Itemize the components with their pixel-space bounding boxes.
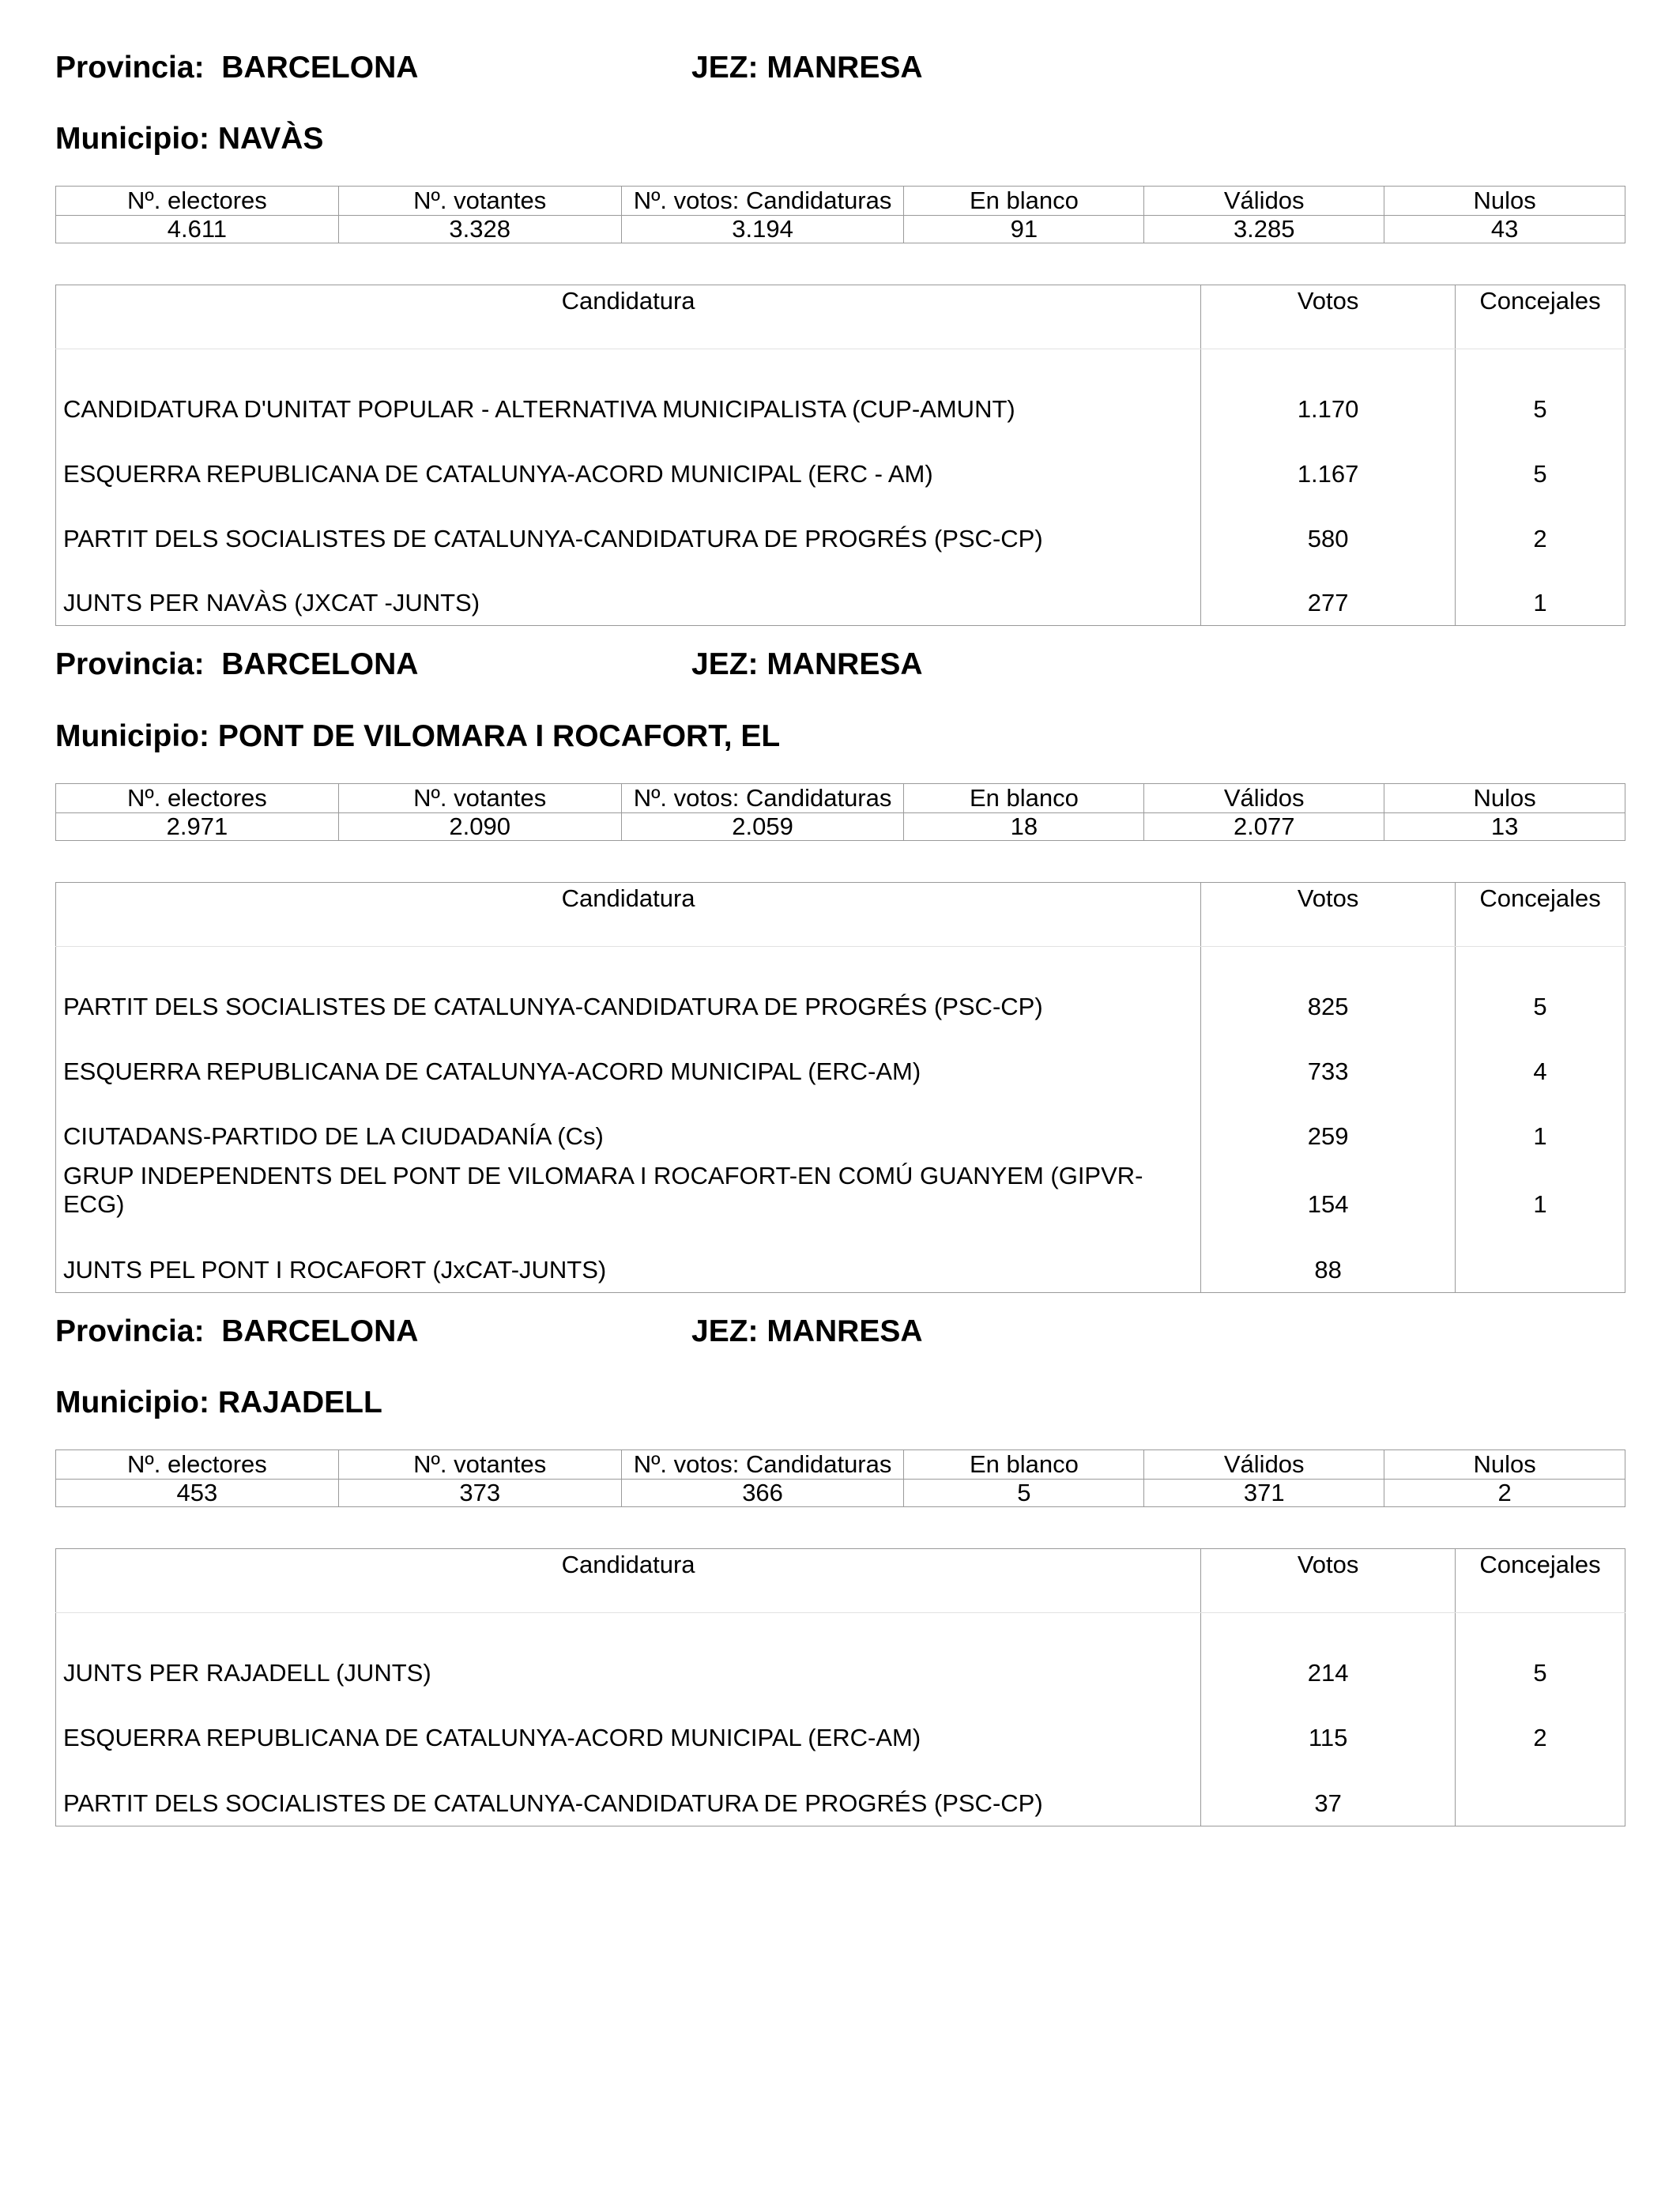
candidatura-name: CIUTADANS-PARTIDO DE LA CIUDADANÍA (Cs) (56, 1094, 1201, 1159)
header-concejales: Concejales (1456, 285, 1625, 349)
provincia-label: Provincia: (55, 1314, 205, 1348)
summary-table (55, 783, 1625, 841)
header-votos: Votos (1201, 1549, 1456, 1613)
provincia-heading (55, 51, 418, 85)
jez-value: MANRESA (767, 51, 923, 85)
candidatura-concejales: 5 (1456, 1613, 1625, 1695)
provincia-label: Provincia: (55, 647, 205, 681)
jez-label: JEZ: (691, 1314, 759, 1348)
candidaturas-header-row (56, 285, 1625, 349)
summary-header-row (56, 1450, 1625, 1480)
table-row (56, 1760, 1625, 1826)
candidatura-name: JUNTS PEL PONT I ROCAFORT (JxCAT-JUNTS) (56, 1227, 1201, 1293)
summary-electores: 2.971 (56, 813, 339, 841)
jez-heading (691, 51, 923, 85)
candidatura-votos: 1.167 (1201, 432, 1456, 496)
summary-header-votos-candidaturas: Nº. votos: Candidaturas (621, 784, 904, 813)
summary-header-electores: Nº. electores (56, 187, 339, 216)
candidatura-name: PARTIT DELS SOCIALISTES DE CATALUNYA-CANDIDATURA DE PROGRÉS (PSC-CP) (56, 496, 1201, 561)
table-row (56, 1159, 1625, 1227)
municipio-label: Municipio: (55, 122, 209, 156)
header-concejales: Concejales (1456, 1549, 1625, 1613)
summary-header-nulos: Nulos (1384, 187, 1625, 216)
municipio-value: PONT DE VILOMARA I ROCAFORT, EL (217, 719, 781, 753)
municipio-heading (55, 122, 323, 156)
candidaturas-header-row (56, 883, 1625, 947)
summary-votantes: 373 (338, 1480, 621, 1507)
provincia-value: BARCELONA (221, 1314, 419, 1348)
candidatura-concejales: 1 (1456, 1094, 1625, 1159)
summary-header-votos-candidaturas: Nº. votos: Candidaturas (621, 1450, 904, 1480)
candidatura-votos: 115 (1201, 1695, 1456, 1760)
table-row (56, 1094, 1625, 1159)
municipio-label: Municipio: (55, 719, 209, 753)
summary-values-row (56, 216, 1625, 243)
summary-header-validos: Válidos (1144, 1450, 1384, 1480)
candidatura-concejales: 5 (1456, 947, 1625, 1029)
summary-header-nulos: Nulos (1384, 784, 1625, 813)
summary-validos: 2.077 (1144, 813, 1384, 841)
table-row (56, 1227, 1625, 1293)
summary-validos: 371 (1144, 1480, 1384, 1507)
municipio-value: RAJADELL (217, 1385, 382, 1419)
candidatura-name: GRUP INDEPENDENTS DEL PONT DE VILOMARA I ROCAFORT-EN COMÚ GUANYEM (GIPVR-ECG) (56, 1159, 1201, 1227)
candidatura-name: JUNTS PER NAVÀS (JXCAT -JUNTS) (56, 561, 1201, 626)
summary-votantes: 2.090 (338, 813, 621, 841)
summary-header-votantes: Nº. votantes (338, 1450, 621, 1480)
candidatura-votos: 825 (1201, 947, 1456, 1029)
summary-header-en-blanco: En blanco (904, 784, 1144, 813)
summary-values-row (56, 813, 1625, 841)
jez-label: JEZ: (691, 51, 759, 85)
jez-value: MANRESA (767, 1314, 923, 1348)
candidatura-concejales: 1 (1456, 561, 1625, 626)
table-row (56, 349, 1625, 432)
jez-heading (691, 647, 923, 682)
summary-votos-candidaturas: 366 (621, 1480, 904, 1507)
summary-header-electores: Nº. electores (56, 1450, 339, 1480)
candidatura-concejales: 5 (1456, 432, 1625, 496)
summary-en-blanco: 18 (904, 813, 1144, 841)
jez-label: JEZ: (691, 647, 759, 681)
header-candidatura: Candidatura (56, 285, 1201, 349)
candidatura-votos: 214 (1201, 1613, 1456, 1695)
provincia-value: BARCELONA (221, 51, 419, 85)
summary-nulos: 43 (1384, 216, 1625, 243)
summary-table (55, 186, 1625, 243)
candidatura-votos: 1.170 (1201, 349, 1456, 432)
candidatura-concejales (1456, 1227, 1625, 1293)
summary-header-votantes: Nº. votantes (338, 784, 621, 813)
municipio-label: Municipio: (55, 1385, 209, 1419)
provincia-value: BARCELONA (221, 647, 419, 681)
candidatura-votos: 277 (1201, 561, 1456, 626)
table-row (56, 947, 1625, 1029)
summary-en-blanco: 91 (904, 216, 1144, 243)
summary-header-nulos: Nulos (1384, 1450, 1625, 1480)
candidatura-votos: 154 (1201, 1159, 1456, 1227)
header-votos: Votos (1201, 883, 1456, 947)
summary-electores: 453 (56, 1480, 339, 1507)
candidatura-votos: 580 (1201, 496, 1456, 561)
candidatura-name: ESQUERRA REPUBLICANA DE CATALUNYA-ACORD MUNICIPAL (ERC-AM) (56, 1029, 1201, 1094)
candidatura-concejales: 2 (1456, 1695, 1625, 1760)
summary-votos-candidaturas: 3.194 (621, 216, 904, 243)
candidatura-concejales: 5 (1456, 349, 1625, 432)
table-row (56, 496, 1625, 561)
summary-votantes: 3.328 (338, 216, 621, 243)
candidatura-name: CANDIDATURA D'UNITAT POPULAR - ALTERNATIVA MUNICIPALISTA (CUP-AMUNT) (56, 349, 1201, 432)
table-row (56, 561, 1625, 626)
candidaturas-table (55, 882, 1625, 1293)
summary-en-blanco: 5 (904, 1480, 1144, 1507)
candidatura-concejales: 2 (1456, 496, 1625, 561)
candidatura-concejales: 4 (1456, 1029, 1625, 1094)
header-votos: Votos (1201, 285, 1456, 349)
candidatura-name: PARTIT DELS SOCIALISTES DE CATALUNYA-CANDIDATURA DE PROGRÉS (PSC-CP) (56, 1760, 1201, 1826)
municipio-heading (55, 719, 780, 754)
table-row (56, 432, 1625, 496)
candidatura-votos: 733 (1201, 1029, 1456, 1094)
candidaturas-table (55, 1548, 1625, 1826)
summary-header-votos-candidaturas: Nº. votos: Candidaturas (621, 187, 904, 216)
municipio-heading (55, 1385, 382, 1420)
summary-header-validos: Válidos (1144, 784, 1384, 813)
summary-header-en-blanco: En blanco (904, 1450, 1144, 1480)
candidatura-votos: 259 (1201, 1094, 1456, 1159)
header-candidatura: Candidatura (56, 1549, 1201, 1613)
candidatura-name: ESQUERRA REPUBLICANA DE CATALUNYA-ACORD MUNICIPAL (ERC-AM) (56, 1695, 1201, 1760)
municipio-value: NAVÀS (217, 122, 324, 156)
table-row (56, 1695, 1625, 1760)
header-concejales: Concejales (1456, 883, 1625, 947)
candidatura-name: PARTIT DELS SOCIALISTES DE CATALUNYA-CANDIDATURA DE PROGRÉS (PSC-CP) (56, 947, 1201, 1029)
table-row (56, 1029, 1625, 1094)
summary-votos-candidaturas: 2.059 (621, 813, 904, 841)
summary-validos: 3.285 (1144, 216, 1384, 243)
provincia-heading (55, 1314, 418, 1349)
table-row (56, 1613, 1625, 1695)
summary-header-row (56, 784, 1625, 813)
summary-electores: 4.611 (56, 216, 339, 243)
candidatura-concejales (1456, 1760, 1625, 1826)
candidatura-concejales: 1 (1456, 1159, 1625, 1227)
candidatura-votos: 37 (1201, 1760, 1456, 1826)
candidatura-name: JUNTS PER RAJADELL (JUNTS) (56, 1613, 1201, 1695)
summary-values-row (56, 1480, 1625, 1507)
summary-table (55, 1449, 1625, 1507)
candidaturas-table (55, 285, 1625, 626)
jez-heading (691, 1314, 923, 1349)
candidatura-name: ESQUERRA REPUBLICANA DE CATALUNYA-ACORD MUNICIPAL (ERC - AM) (56, 432, 1201, 496)
summary-nulos: 2 (1384, 1480, 1625, 1507)
jez-value: MANRESA (767, 647, 923, 681)
provincia-heading (55, 647, 418, 682)
summary-header-votantes: Nº. votantes (338, 187, 621, 216)
summary-header-en-blanco: En blanco (904, 187, 1144, 216)
summary-nulos: 13 (1384, 813, 1625, 841)
summary-header-validos: Válidos (1144, 187, 1384, 216)
candidaturas-header-row (56, 1549, 1625, 1613)
header-candidatura: Candidatura (56, 883, 1201, 947)
summary-header-electores: Nº. electores (56, 784, 339, 813)
summary-header-row (56, 187, 1625, 216)
provincia-label: Provincia: (55, 51, 205, 85)
candidatura-votos: 88 (1201, 1227, 1456, 1293)
